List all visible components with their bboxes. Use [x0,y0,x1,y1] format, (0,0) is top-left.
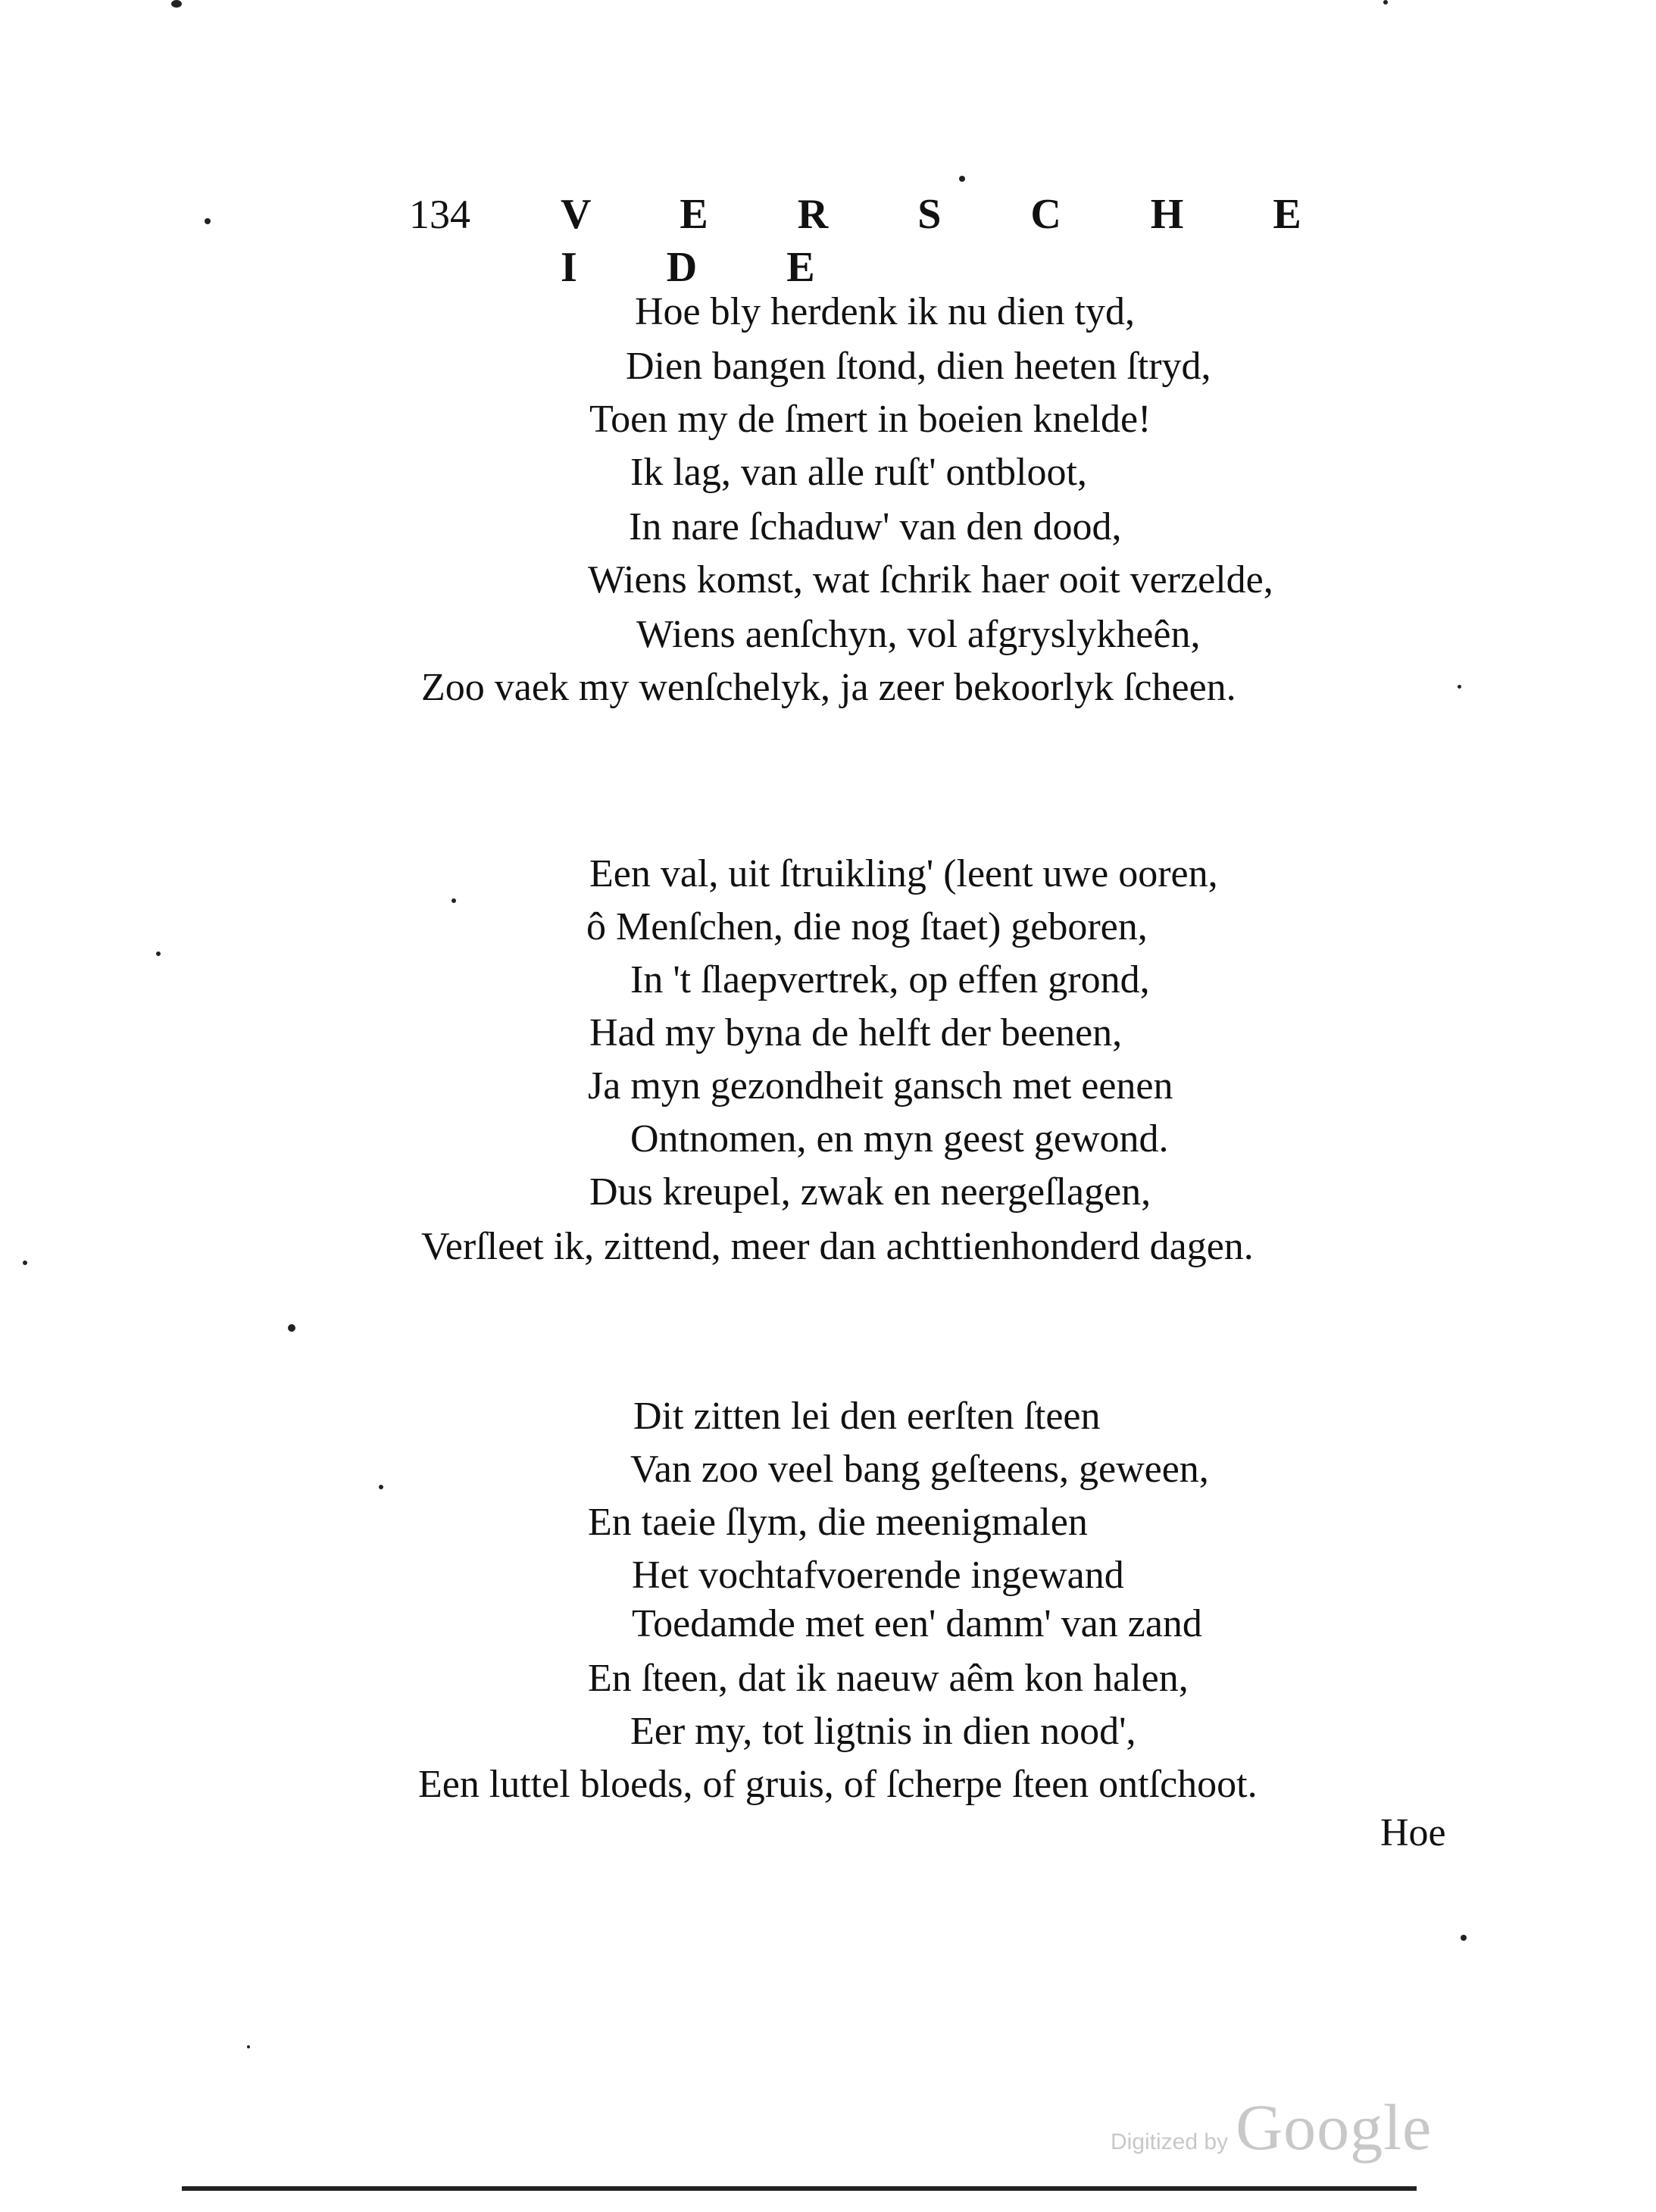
bottom-edge-rule [182,2186,1417,2191]
verse-line: Eer my, tot ligtnis in dien nood', [630,1710,1136,1753]
running-head [409,188,1394,291]
google-logo: Google [1236,2091,1433,2164]
verse-line: En taeie ſlym, die meenigmalen [588,1501,1088,1544]
verse-line: Een val, uit ſtruikling' (leent uwe ooren, [589,852,1218,895]
verse-line: Toen my de ſmert in boeien knelde! [589,398,1151,441]
watermark-prefix: Digitized by [1111,2129,1229,2154]
catchword: Hoe [1380,1811,1446,1854]
verse-line: Hoe bly herdenk ik nu dien tyd, [635,290,1135,333]
verse-line: In nare ſchaduw' van den dood, [629,505,1122,548]
verse-line: Dit zitten lei den eerſten ſteen [633,1395,1101,1438]
top-edge-marks [0,0,1656,11]
verse-line: Had my byna de helft der beenen, [589,1011,1123,1054]
verse-line: Dus kreupel, zwak en neergeſlagen, [589,1170,1151,1214]
verse-line: Een luttel bloeds, of gruis, of ſcherpe ſteen ontſchoot. [418,1763,1258,1806]
digitized-by-google-watermark [1111,2089,1432,2165]
verse-line: Ja myn gezondheit gansch met eenen [588,1064,1173,1108]
verse-line: Verſleet ik, zittend, meer dan achttienhonderd dagen. [421,1225,1254,1268]
verse-line: En ſteen, dat ik naeuw aêm kon halen, [588,1657,1189,1700]
verse-line: Wiens komst, wat ſchrik haer ooit verzelde, [588,558,1273,601]
verse-line: Ontnomen, en myn geest gewond. [630,1117,1169,1161]
verse-line: Wiens aenſchyn, vol afgryslykheên, [636,613,1201,656]
verse-line: Ik lag, van alle ruſt' ontbloot, [630,451,1087,494]
verse-line: Dien bangen ſtond, dien heeten ſtryd, [626,345,1211,388]
verse-line: Toedamde met een' damm' van zand [632,1602,1202,1645]
verse-line: Zoo vaek my wenſchelyk, ja zeer bekoorlyk ſcheen. [421,666,1236,709]
running-head-title: V E R S C H E I D E [561,191,1341,291]
verse-line: In 't ſlaepvertrek, op effen grond, [630,958,1150,1001]
verse-line: ô Menſchen, die nog ſtaet) geboren, [586,905,1148,948]
verse-line: Het vochtafvoerende ingewand [632,1554,1124,1597]
page-number: 134 [409,192,470,237]
verse-line: Van zoo veel bang geſteens, geween, [630,1448,1209,1491]
